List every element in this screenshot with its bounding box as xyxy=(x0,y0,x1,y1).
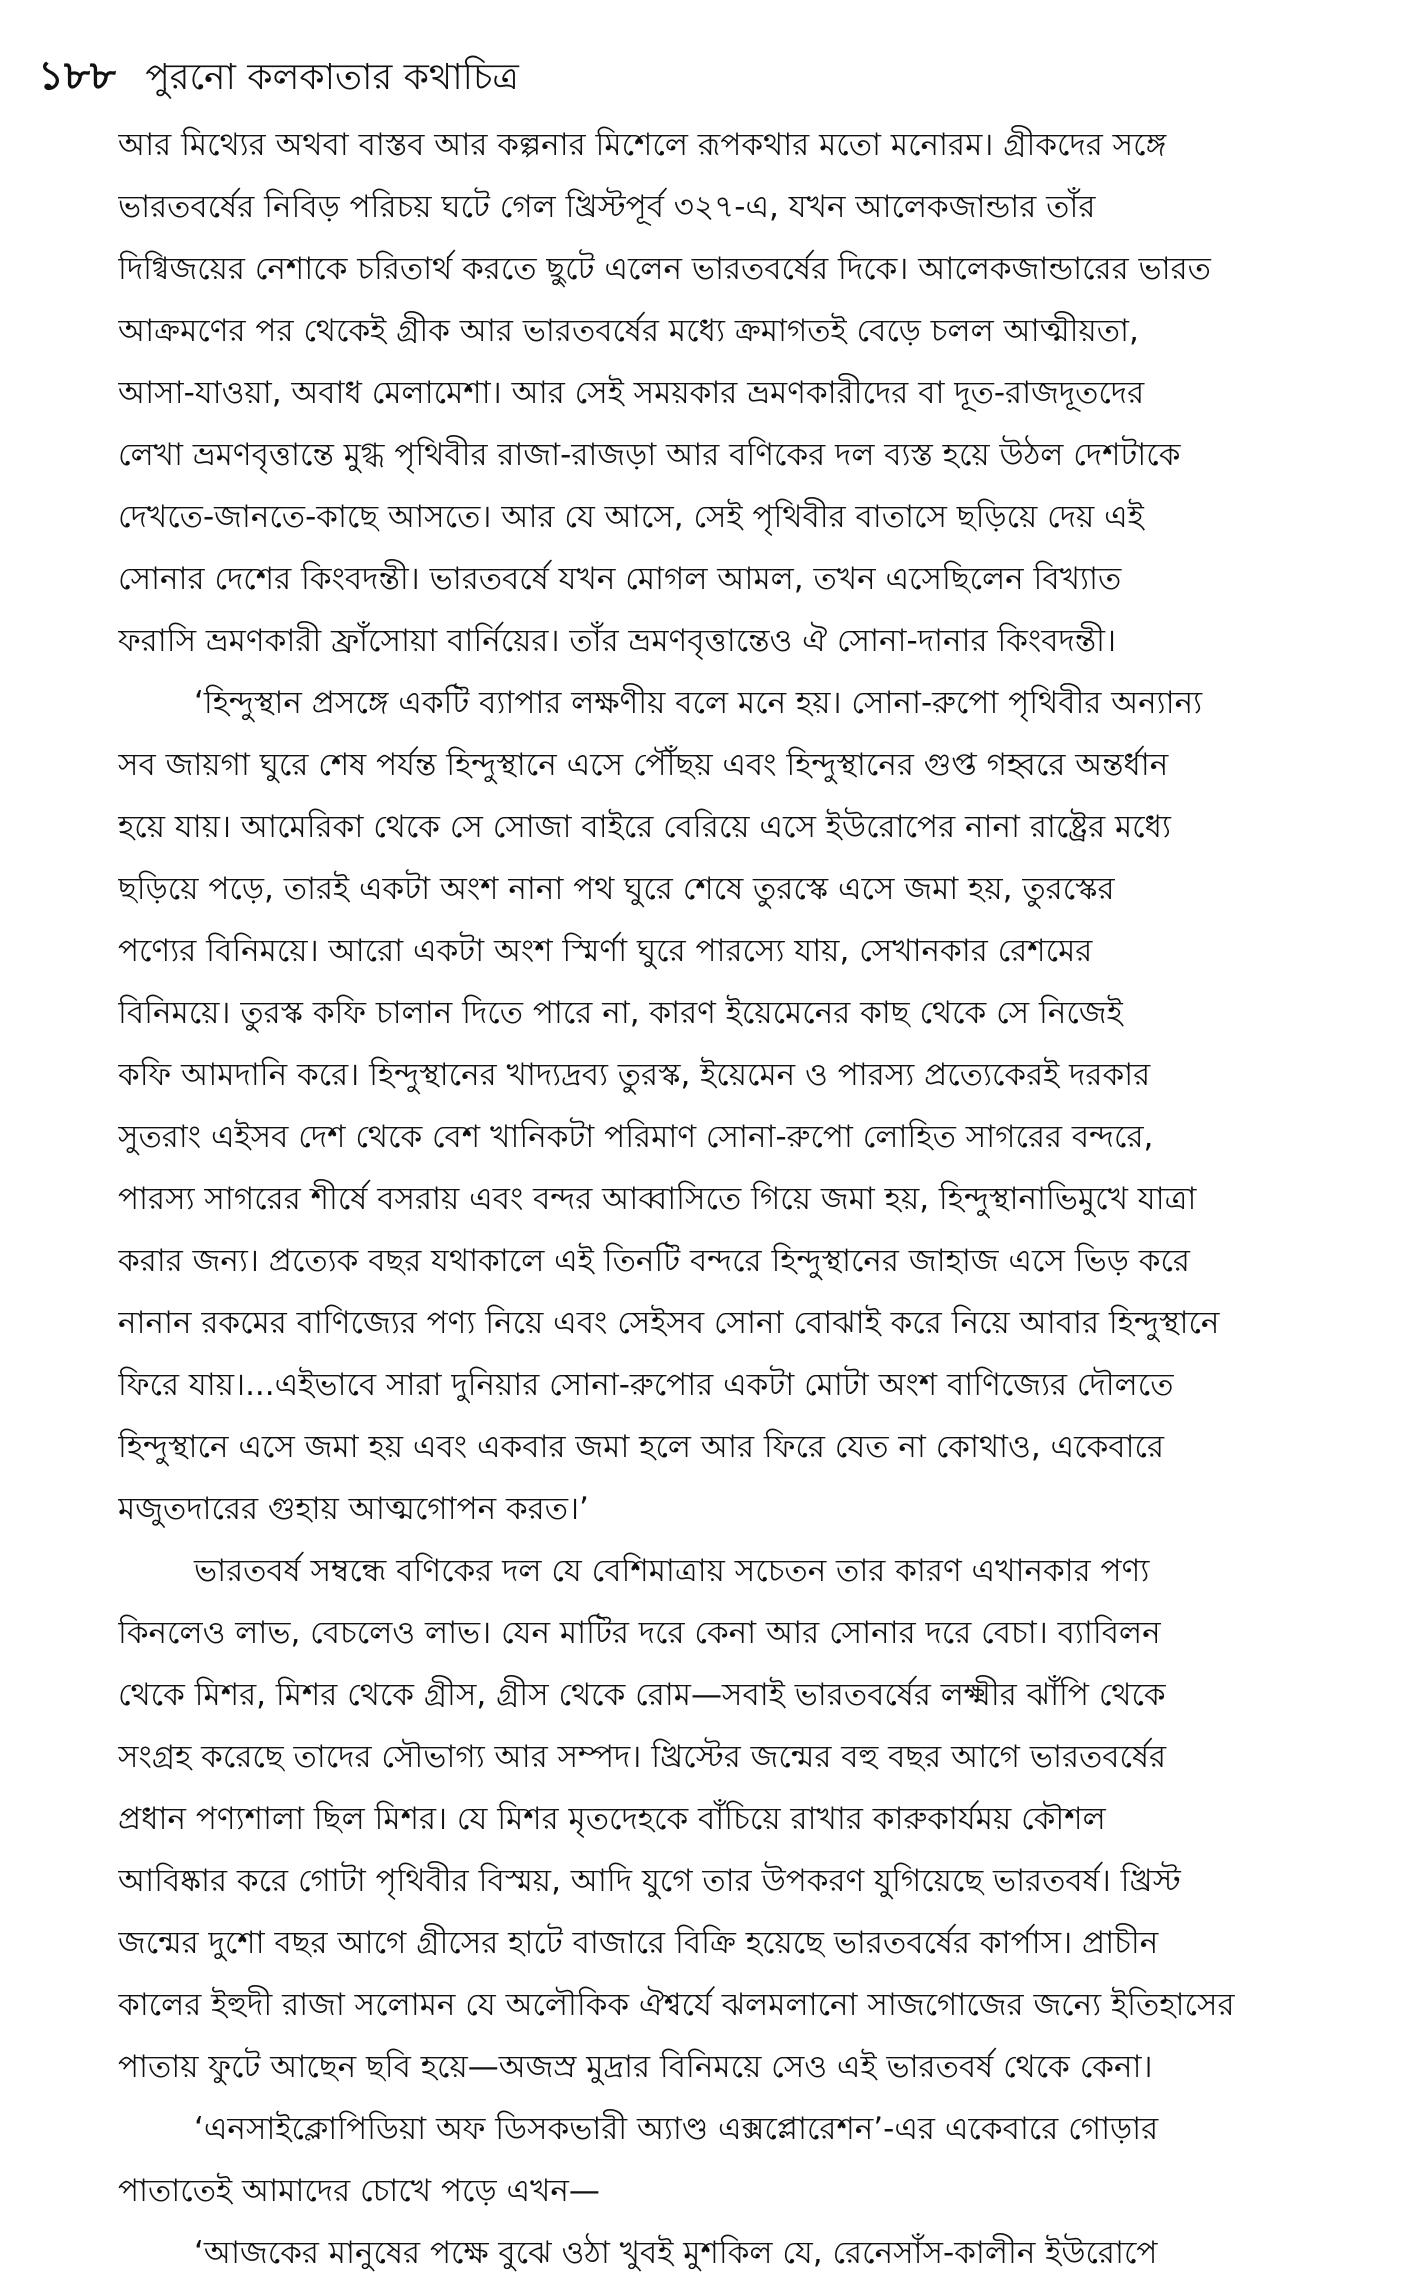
text-line: সব জায়গা ঘুরে শেষ পর্যন্ত হিন্দুস্থানে এসে পৌঁছয় এবং হিন্দুস্থানের গুপ্ত গহ্বরে অন্তর্ধান xyxy=(118,747,1169,783)
text-line: ফরাসি ভ্রমণকারী ফ্রাঁসোয়া বার্নিয়ের। তাঁর ভ্রমণবৃত্তান্তেও ঐ সোনা-দানার কিংবদন্তী। xyxy=(118,623,1117,659)
text-line: আক্রমণের পর থেকেই গ্রীক আর ভারতবর্ষের মধ্যে ক্রমাগতই বেড়ে চলল আত্মীয়তা, xyxy=(118,313,1139,349)
text-line: আসা-যাওয়া, অবাধ মেলামেশা। আর সেই সময়কার ভ্রমণকারীদের বা দূত-রাজদূতদের xyxy=(118,375,1145,411)
text-line: ছড়িয়ে পড়ে, তারই একটা অংশ নানা পথ ঘুরে শেষে তুরস্কে এসে জমা হয়, তুরস্কের xyxy=(118,871,1115,907)
text-line: সোনার দেশের কিংবদন্তী। ভারতবর্ষে যখন মোগল আমল, তখন এসেছিলেন বিখ্যাত xyxy=(118,561,1122,597)
text-line: হয়ে যায়। আমেরিকা থেকে সে সোজা বাইরে বেরিয়ে এসে ইউরোপের নানা রাষ্ট্রের মধ্যে xyxy=(118,809,1172,845)
text-line: থেকে মিশর, মিশর থেকে গ্রীস, গ্রীস থেকে রোম—সবাই ভারতবর্ষের লক্ষ্মীর ঝাঁপি থেকে xyxy=(118,1677,1166,1713)
text-line: পারস্য সাগরের শীর্ষে বসরায় এবং বন্দর আব্বাসিতে গিয়ে জমা হয়, হিন্দুস্থানাভিমুখে যাত্রা xyxy=(118,1181,1197,1217)
text-line: ‘হিন্দুস্থান প্রসঙ্গে একটি ব্যাপার লক্ষণীয় বলে মনে হয়। সোনা-রুপো পৃথিবীর অন্যান্য xyxy=(194,685,1203,721)
text-line: বিনিময়ে। তুরস্ক কফি চালান দিতে পারে না, কারণ ইয়েমেনের কাছ থেকে সে নিজেই xyxy=(118,995,1123,1031)
text-line: লেখা ভ্রমণবৃত্তান্তে মুগ্ধ পৃথিবীর রাজা-রাজড়া আর বণিকের দল ব্যস্ত হয়ে উঠল দেশটাকে xyxy=(118,437,1181,473)
text-line: ভারতবর্ষ সম্বন্ধে বণিকের দল যে বেশিমাত্রায় সচেতন তার কারণ এখানকার পণ্য xyxy=(194,1553,1150,1589)
text-line: সুতরাং এইসব দেশ থেকে বেশ খানিকটা পরিমাণ সোনা-রুপো লোহিত সাগরের বন্দরে, xyxy=(118,1119,1154,1155)
page-number: ১৮৮ xyxy=(38,53,116,99)
text-line: ‘এনসাইক্লোপিডিয়া অফ ডিসকভারী অ্যাণ্ড এক্সপ্লোরেশন’-এর একেবারে গোড়ার xyxy=(194,2111,1159,2147)
text-line: প্রধান পণ্যশালা ছিল মিশর। যে মিশর মৃতদেহকে বাঁচিয়ে রাখার কারুকার্যময় কৌশল xyxy=(118,1801,1106,1837)
text-line: পাতাতেই আমাদের চোখে পড়ে এখন— xyxy=(118,2173,600,2209)
text-line: সংগ্রহ করেছে তাদের সৌভাগ্য আর সম্পদ। খ্রিস্টের জন্মের বহু বছর আগে ভারতবর্ষের xyxy=(118,1739,1167,1775)
text-line: নানান রকমের বাণিজ্যের পণ্য নিয়ে এবং সেইসব সোনা বোঝাই করে নিয়ে আবার হিন্দুস্থানে xyxy=(118,1305,1220,1341)
text-line: কফি আমদানি করে। হিন্দুস্থানের খাদ্যদ্রব্য তুরস্ক, ইয়েমেন ও পারস্য প্রত্যেকেরই দরকার xyxy=(118,1057,1151,1093)
text-line: ফিরে যায়।...এইভাবে সারা দুনিয়ার সোনা-রুপোর একটা মোটা অংশ বাণিজ্যের দৌলতে xyxy=(118,1367,1174,1403)
body-text xyxy=(118,114,1358,2284)
text-line: ভারতবর্ষের নিবিড় পরিচয় ঘটে গেল খ্রিস্টপূর্ব ৩২৭-এ, যখন আলেকজান্ডার তাঁর xyxy=(118,189,1096,225)
page-header xyxy=(38,46,519,108)
text-line: হিন্দুস্থানে এসে জমা হয় এবং একবার জমা হলে আর ফিরে যেত না কোথাও, একেবারে xyxy=(118,1429,1165,1465)
text-line: কিনলেও লাভ, বেচলেও লাভ। যেন মাটির দরে কেনা আর সোনার দরে বেচা। ব্যাবিলন xyxy=(118,1615,1161,1651)
text-line: পণ্যের বিনিময়ে। আরো একটা অংশ স্মির্ণা ঘুরে পারস্যে যায়, সেখানকার রেশমের xyxy=(118,933,1093,969)
text-line: মজুতদারের গুহায় আত্মগোপন করত।’ xyxy=(118,1491,589,1527)
text-line: করার জন্য। প্রত্যেক বছর যথাকালে এই তিনটি বন্দরে হিন্দুস্থানের জাহাজ এসে ভিড় করে xyxy=(118,1243,1190,1279)
text-line: আর মিথ্যের অথবা বাস্তব আর কল্পনার মিশেলে রূপকথার মতো মনোরম। গ্রীকদের সঙ্গে xyxy=(118,127,1167,163)
running-title: পুরনো কলকাতার কথাচিত্র xyxy=(145,57,519,98)
text-line: জন্মের দুশো বছর আগে গ্রীসের হাটে বাজারে বিক্রি হয়েছে ভারতবর্ষের কার্পাস। প্রাচীন xyxy=(118,1925,1159,1961)
text-line: পাতায় ফুটে আছেন ছবি হয়ে—অজস্র মুদ্রার বিনিময়ে সেও এই ভারতবর্ষ থেকে কেনা। xyxy=(118,2049,1153,2085)
text-line: দিগ্বিজয়ের নেশাকে চরিতার্থ করতে ছুটে এলেন ভারতবর্ষের দিকে। আলেকজান্ডারের ভারত xyxy=(118,251,1211,287)
text-line: দেখতে-জানতে-কাছে আসতে। আর যে আসে, সেই পৃথিবীর বাতাসে ছড়িয়ে দেয় এই xyxy=(118,499,1144,535)
text-line: ‘আজকের মানুষের পক্ষে বুঝে ওঠা খুবই মুশকিল যে, রেনেসাঁস-কালীন ইউরোপে xyxy=(194,2235,1158,2271)
text-line: কালের ইহুদী রাজা সলোমন যে অলৌকিক ঐশ্বর্যে ঝলমলানো সাজগোজের জন্যে ইতিহাসের xyxy=(118,1987,1235,2023)
text-line: আবিষ্কার করে গোটা পৃথিবীর বিস্ময়, আদি যুগে তার উপকরণ যুগিয়েছে ভারতবর্ষ। খ্রিস্ট xyxy=(118,1863,1181,1899)
